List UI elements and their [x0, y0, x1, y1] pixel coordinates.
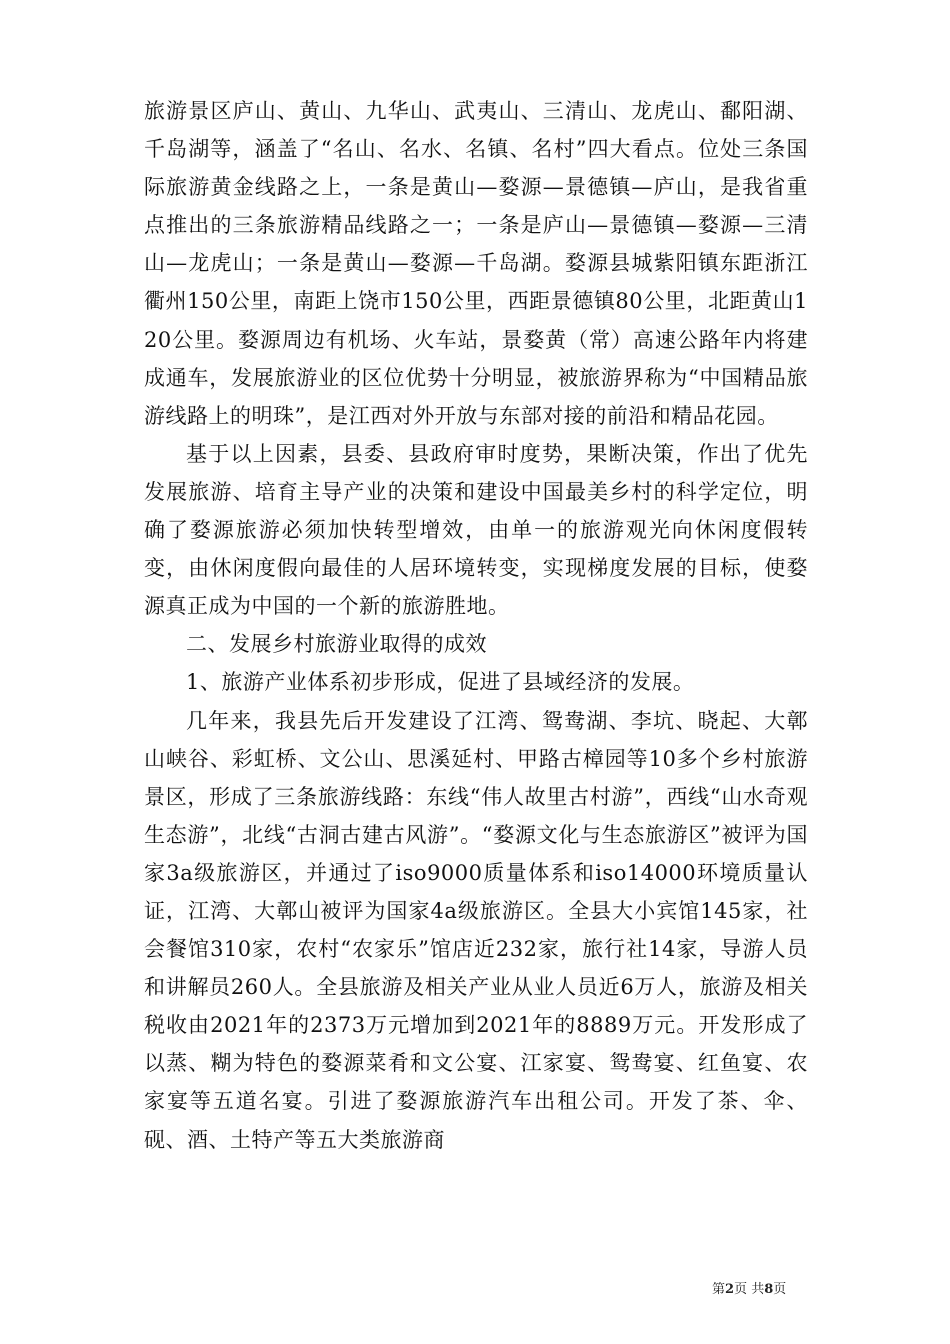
- subheading-industry-system: 1、旅游产业体系初步形成，促进了县域经济的发展。: [186, 670, 695, 695]
- page-footer: [712, 1278, 786, 1297]
- footer-suffix: 页: [773, 1282, 787, 1297]
- paragraph-decision: 基于以上因素，县委、县政府审时度势，果断决策，作出了优先发展旅游、培育主导产业的决策和建设中国最美乡村的科学定位，明确了婺源旅游必须加快转型增效，由单一的旅游观光向休闲度假转变，由休闲度假向最佳的人居环境转变，实现梯度发展的目标，使婺源真正成为中国的一个新的旅游胜地。: [144, 441, 808, 619]
- footer-middle: 页 共: [734, 1282, 765, 1297]
- footer-total-pages: 8: [764, 1282, 774, 1297]
- footer-current-page: 2: [725, 1282, 735, 1297]
- paragraph-location-advantage: 旅游景区庐山、黄山、九华山、武夷山、三清山、龙虎山、鄱阳湖、千岛湖等，涵盖了“名山、名水、名镇、名村”四大看点。位处三条国际旅游黄金线路之上，一条是黄山—婺源—景德镇—庐山，是我省重点推出的三条旅游精品线路之一；一条是庐山—景德镇—婺源—三清山—龙虎山；一条是黄山—婺源—千岛湖。婺源县城紫阳镇东距浙江衢州150公里，南距上饶市150公里，西距景德镇80公里，北距黄山120公里。婺源周边有机场、火车站，景婺黄（常）高速公路年内将建成通车，发展旅游业的区位优势十分明显，被旅游界称为“中国精品旅游线路上的明珠”，是江西对外开放与东部对接的前沿和精品花园。: [144, 99, 808, 428]
- footer-prefix: 第: [712, 1282, 726, 1297]
- document-body: [144, 92, 808, 1159]
- section-heading-achievements: 二、发展乡村旅游业取得的成效: [186, 632, 487, 657]
- paragraph-development-details: 几年来，我县先后开发建设了江湾、鸳鸯湖、李坑、晓起、大鄣山峡谷、彩虹桥、文公山、思溪延村、甲路古樟园等10多个乡村旅游景区，形成了三条旅游线路：东线“伟人故里古村游”，西线“山水奇观生态游”，北线“古洞古建古风游”。“婺源文化与生态旅游区”被评为国家3a级旅游区，并通过了iso9000质量体系和iso14000环境质量认证，江湾、大鄣山被评为国家4a级旅游区。全县大小宾馆145家，社会餐馆310家，农村“农家乐”馆店近232家，旅行社14家，导游人员和讲解员260人。全县旅游及相关产业从业人员近6万人，旅游及相关税收由2021年的2373万元增加到2021年的8889万元。开发形成了以蒸、糊为特色的婺源菜肴和文公宴、江家宴、鸳鸯宴、红鱼宴、农家宴等五道名宴。引进了婺源旅游汽车出租公司。开发了茶、伞、砚、酒、土特产等五大类旅游商: [144, 708, 808, 1152]
